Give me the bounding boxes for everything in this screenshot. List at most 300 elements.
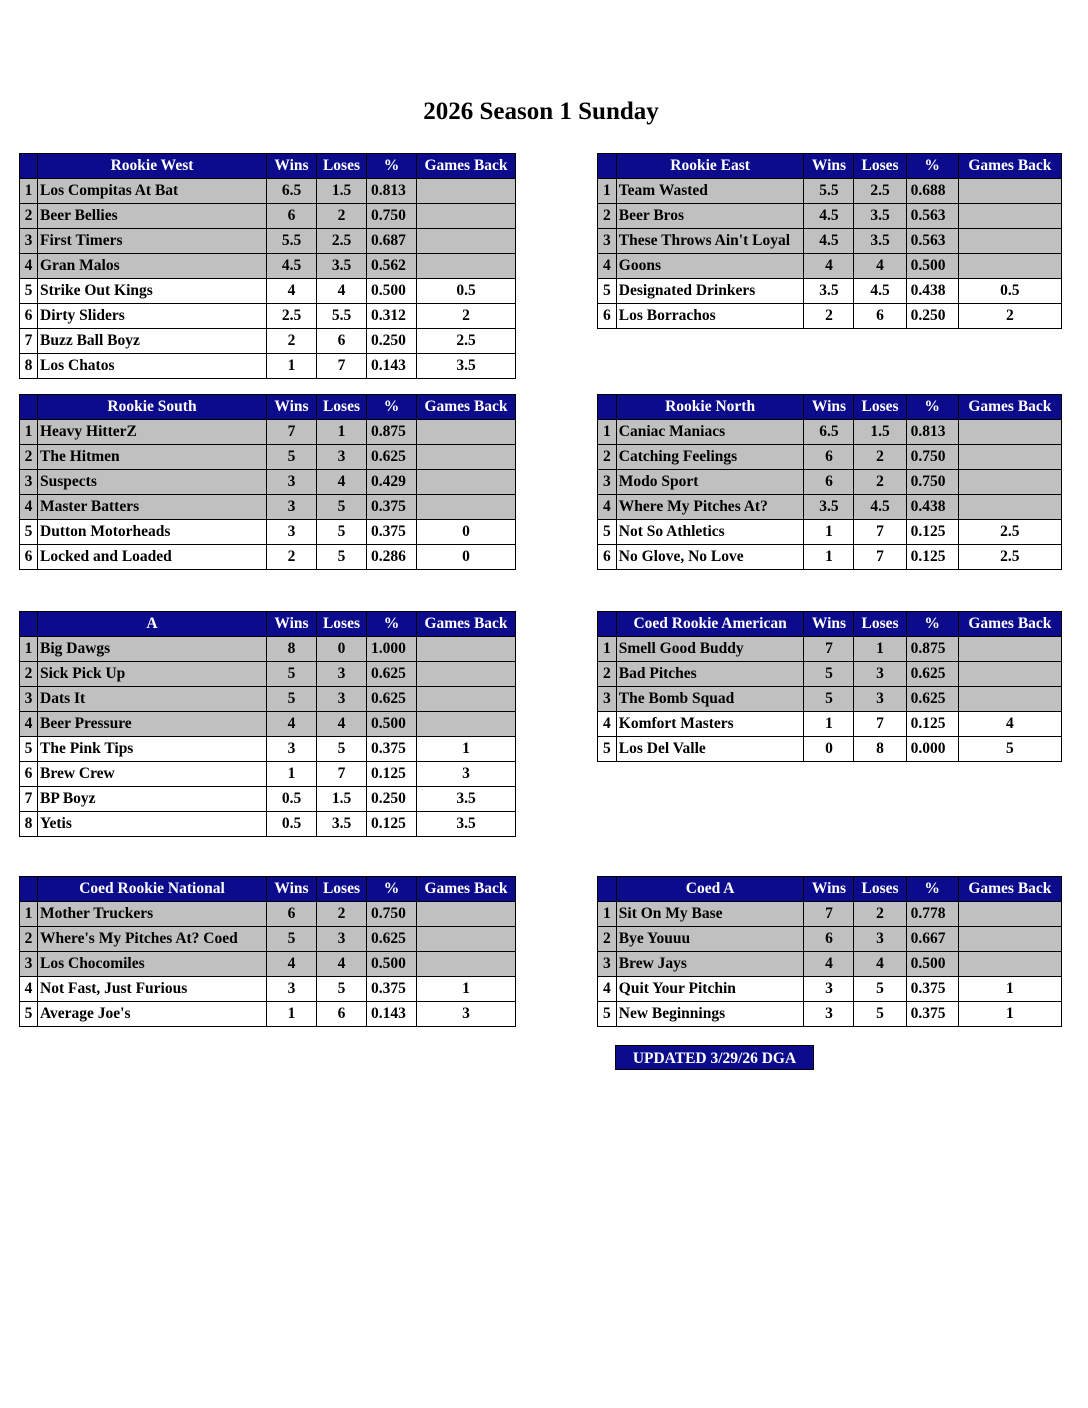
loses-header: Loses: [317, 612, 367, 637]
table-row: [20, 204, 516, 229]
team-rank: 4: [598, 254, 617, 279]
team-games-back: [958, 420, 1061, 445]
team-games-back: 3: [417, 1002, 516, 1027]
header-corner: [20, 877, 38, 902]
team-loses: 6: [317, 329, 367, 354]
team-name: Team Wasted: [616, 179, 804, 204]
table-row: [20, 737, 516, 762]
team-games-back: [958, 229, 1061, 254]
team-pct: 0.625: [367, 687, 417, 712]
team-loses: 2: [317, 902, 367, 927]
team-pct: 0.500: [367, 279, 417, 304]
division-name: Coed Rookie American: [616, 612, 804, 637]
team-name: Komfort Masters: [616, 712, 804, 737]
pct-header: %: [367, 612, 417, 637]
header-row: [20, 612, 516, 637]
team-games-back: [417, 687, 516, 712]
team-wins: 2.5: [267, 304, 317, 329]
team-wins: 5.5: [804, 179, 854, 204]
table-row: [598, 1002, 1062, 1027]
team-rank: 3: [20, 470, 38, 495]
team-loses: 3: [854, 927, 906, 952]
team-games-back: 2: [958, 304, 1061, 329]
team-loses: 4: [317, 279, 367, 304]
division-name: Rookie West: [38, 154, 267, 179]
pct-header: %: [367, 877, 417, 902]
team-games-back: [417, 637, 516, 662]
team-wins: 1: [804, 712, 854, 737]
team-name: Heavy HitterZ: [38, 420, 267, 445]
team-loses: 2: [854, 445, 906, 470]
team-wins: 4: [267, 279, 317, 304]
team-wins: 3: [267, 470, 317, 495]
header-row: [20, 395, 516, 420]
team-pct: 0.375: [367, 495, 417, 520]
team-name: Where's My Pitches At? Coed: [38, 927, 267, 952]
team-pct: 1.000: [367, 637, 417, 662]
team-pct: 0.312: [367, 304, 417, 329]
team-wins: 3: [267, 977, 317, 1002]
team-wins: 1: [267, 1002, 317, 1027]
team-name: Master Batters: [38, 495, 267, 520]
team-rank: 2: [20, 927, 38, 952]
games-back-header: Games Back: [958, 612, 1061, 637]
wins-header: Wins: [804, 612, 854, 637]
team-games-back: [417, 420, 516, 445]
team-pct: 0.875: [367, 420, 417, 445]
table-row: [20, 787, 516, 812]
team-loses: 3: [317, 687, 367, 712]
team-loses: 4: [854, 254, 906, 279]
division-name: Rookie East: [616, 154, 804, 179]
team-pct: 0.563: [906, 204, 958, 229]
team-name: Goons: [616, 254, 804, 279]
team-rank: 5: [598, 279, 617, 304]
team-pct: 0.750: [906, 470, 958, 495]
team-pct: 0.375: [906, 1002, 958, 1027]
team-loses: 3.5: [317, 812, 367, 837]
loses-header: Loses: [854, 395, 906, 420]
table-row: [20, 279, 516, 304]
wins-header: Wins: [267, 395, 317, 420]
team-wins: 6: [804, 445, 854, 470]
team-rank: 2: [598, 204, 617, 229]
team-loses: 7: [317, 354, 367, 379]
team-loses: 4: [317, 470, 367, 495]
table-row: [20, 927, 516, 952]
table-row: [20, 229, 516, 254]
team-games-back: [417, 445, 516, 470]
team-name: Modo Sport: [616, 470, 804, 495]
team-games-back: [417, 927, 516, 952]
team-name: Brew Crew: [38, 762, 267, 787]
team-loses: 6: [854, 304, 906, 329]
team-loses: 7: [317, 762, 367, 787]
division-table-rookie-east: [597, 153, 1062, 329]
team-loses: 3.5: [854, 229, 906, 254]
team-name: Quit Your Pitchin: [616, 977, 804, 1002]
team-wins: 5.5: [267, 229, 317, 254]
team-pct: 0.500: [367, 712, 417, 737]
division-name: Coed A: [616, 877, 804, 902]
team-wins: 2: [267, 329, 317, 354]
table-row: [598, 279, 1062, 304]
team-wins: 4.5: [804, 204, 854, 229]
loses-header: Loses: [854, 612, 906, 637]
team-pct: 0.687: [367, 229, 417, 254]
team-rank: 3: [598, 687, 617, 712]
table-row: [20, 495, 516, 520]
team-pct: 0.429: [367, 470, 417, 495]
team-wins: 3.5: [804, 495, 854, 520]
team-wins: 6: [267, 204, 317, 229]
header-corner: [20, 395, 38, 420]
team-wins: 2: [804, 304, 854, 329]
team-pct: 0.375: [906, 977, 958, 1002]
wins-header: Wins: [804, 154, 854, 179]
team-games-back: [958, 637, 1061, 662]
team-loses: 5: [317, 545, 367, 570]
team-loses: 3: [317, 445, 367, 470]
table-row: [20, 470, 516, 495]
team-pct: 0.375: [367, 737, 417, 762]
team-pct: 0.500: [906, 254, 958, 279]
loses-header: Loses: [317, 395, 367, 420]
team-games-back: [958, 179, 1061, 204]
team-rank: 4: [598, 495, 617, 520]
table-row: [20, 354, 516, 379]
team-name: Beer Bros: [616, 204, 804, 229]
header-corner: [20, 612, 38, 637]
table-row: [20, 977, 516, 1002]
team-name: The Hitmen: [38, 445, 267, 470]
team-wins: 5: [267, 445, 317, 470]
team-loses: 3: [317, 662, 367, 687]
team-rank: 8: [20, 812, 38, 837]
team-rank: 4: [20, 712, 38, 737]
team-name: Average Joe's: [38, 1002, 267, 1027]
team-name: Los Del Valle: [616, 737, 804, 762]
games-back-header: Games Back: [417, 877, 516, 902]
team-loses: 2.5: [854, 179, 906, 204]
wins-header: Wins: [267, 612, 317, 637]
team-pct: 0.000: [906, 737, 958, 762]
team-rank: 4: [20, 977, 38, 1002]
team-loses: 2: [854, 902, 906, 927]
team-pct: 0.438: [906, 279, 958, 304]
team-loses: 5: [317, 737, 367, 762]
team-name: Bad Pitches: [616, 662, 804, 687]
team-games-back: [417, 254, 516, 279]
team-rank: 6: [598, 545, 617, 570]
team-games-back: [417, 902, 516, 927]
team-name: Gran Malos: [38, 254, 267, 279]
team-loses: 1.5: [317, 787, 367, 812]
table-row: [598, 712, 1062, 737]
team-pct: 0.143: [367, 354, 417, 379]
team-name: Brew Jays: [616, 952, 804, 977]
table-row: [20, 637, 516, 662]
team-wins: 0: [804, 737, 854, 762]
team-rank: 2: [20, 204, 38, 229]
team-wins: 3: [804, 977, 854, 1002]
header-row: [20, 877, 516, 902]
team-wins: 0.5: [267, 787, 317, 812]
team-wins: 1: [267, 354, 317, 379]
team-games-back: 0.5: [417, 279, 516, 304]
team-name: Sit On My Base: [616, 902, 804, 927]
table-row: [598, 737, 1062, 762]
team-rank: 5: [20, 1002, 38, 1027]
team-name: Bye Youuu: [616, 927, 804, 952]
team-pct: 0.625: [367, 445, 417, 470]
loses-header: Loses: [317, 877, 367, 902]
team-wins: 3: [267, 520, 317, 545]
wins-header: Wins: [267, 154, 317, 179]
team-loses: 8: [854, 737, 906, 762]
table-row: [598, 927, 1062, 952]
team-name: No Glove, No Love: [616, 545, 804, 570]
team-pct: 0.625: [906, 662, 958, 687]
team-wins: 0.5: [267, 812, 317, 837]
team-games-back: [417, 712, 516, 737]
team-rank: 1: [20, 179, 38, 204]
table-row: [20, 662, 516, 687]
division-name: Rookie South: [38, 395, 267, 420]
pct-header: %: [367, 395, 417, 420]
team-games-back: [958, 927, 1061, 952]
table-row: [598, 495, 1062, 520]
team-games-back: 2.5: [417, 329, 516, 354]
team-pct: 0.500: [367, 952, 417, 977]
table-row: [20, 1002, 516, 1027]
team-rank: 5: [20, 520, 38, 545]
team-pct: 0.125: [906, 520, 958, 545]
team-pct: 0.563: [906, 229, 958, 254]
team-name: Buzz Ball Boyz: [38, 329, 267, 354]
team-name: First Timers: [38, 229, 267, 254]
table-row: [598, 520, 1062, 545]
table-row: [20, 812, 516, 837]
team-name: These Throws Ain't Loyal: [616, 229, 804, 254]
team-name: The Bomb Squad: [616, 687, 804, 712]
team-pct: 0.562: [367, 254, 417, 279]
team-name: Yetis: [38, 812, 267, 837]
team-loses: 4: [317, 712, 367, 737]
team-rank: 5: [598, 737, 617, 762]
division-table-coed-rookie-american: [597, 611, 1062, 762]
team-games-back: 0: [417, 545, 516, 570]
division-name: Coed Rookie National: [38, 877, 267, 902]
team-name: Los Borrachos: [616, 304, 804, 329]
team-games-back: [958, 470, 1061, 495]
wins-header: Wins: [804, 395, 854, 420]
team-wins: 6: [804, 927, 854, 952]
team-loses: 0: [317, 637, 367, 662]
team-wins: 4.5: [267, 254, 317, 279]
team-wins: 3.5: [804, 279, 854, 304]
header-corner: [598, 877, 617, 902]
header-row: [598, 877, 1062, 902]
team-games-back: [958, 254, 1061, 279]
games-back-header: Games Back: [958, 154, 1061, 179]
team-pct: 0.667: [906, 927, 958, 952]
team-loses: 1: [317, 420, 367, 445]
team-games-back: [417, 470, 516, 495]
table-row: [20, 329, 516, 354]
team-rank: 2: [598, 445, 617, 470]
team-games-back: 2.5: [958, 545, 1061, 570]
team-wins: 6.5: [267, 179, 317, 204]
team-name: Designated Drinkers: [616, 279, 804, 304]
team-rank: 1: [20, 637, 38, 662]
team-loses: 3: [317, 927, 367, 952]
team-rank: 2: [598, 927, 617, 952]
team-games-back: 1: [417, 977, 516, 1002]
table-row: [598, 687, 1062, 712]
team-games-back: 5: [958, 737, 1061, 762]
pct-header: %: [906, 877, 958, 902]
table-row: [598, 662, 1062, 687]
pct-header: %: [906, 395, 958, 420]
team-loses: 1: [854, 637, 906, 662]
team-loses: 3: [854, 687, 906, 712]
games-back-header: Games Back: [417, 612, 516, 637]
table-row: [598, 254, 1062, 279]
team-games-back: 0.5: [958, 279, 1061, 304]
team-rank: 3: [598, 229, 617, 254]
team-loses: 4.5: [854, 279, 906, 304]
team-rank: 1: [598, 902, 617, 927]
team-games-back: [958, 952, 1061, 977]
team-loses: 4.5: [854, 495, 906, 520]
team-pct: 0.625: [367, 662, 417, 687]
games-back-header: Games Back: [958, 395, 1061, 420]
team-rank: 3: [20, 229, 38, 254]
team-name: Los Compitas At Bat: [38, 179, 267, 204]
team-wins: 3: [267, 495, 317, 520]
team-name: The Pink Tips: [38, 737, 267, 762]
team-games-back: [417, 662, 516, 687]
team-games-back: [958, 204, 1061, 229]
team-games-back: [417, 229, 516, 254]
division-table-rookie-west: [19, 153, 516, 379]
team-pct: 0.500: [906, 952, 958, 977]
games-back-header: Games Back: [417, 154, 516, 179]
team-loses: 3.5: [317, 254, 367, 279]
team-pct: 0.250: [367, 787, 417, 812]
table-row: [598, 902, 1062, 927]
team-loses: 1.5: [317, 179, 367, 204]
team-loses: 7: [854, 545, 906, 570]
table-row: [598, 204, 1062, 229]
table-row: [20, 520, 516, 545]
team-loses: 1.5: [854, 420, 906, 445]
team-loses: 4: [317, 952, 367, 977]
team-pct: 0.813: [906, 420, 958, 445]
team-pct: 0.750: [367, 902, 417, 927]
team-wins: 7: [804, 902, 854, 927]
team-rank: 7: [20, 329, 38, 354]
header-corner: [598, 395, 617, 420]
page-title: 2026 Season 1 Sunday: [423, 98, 659, 125]
header-row: [598, 395, 1062, 420]
team-pct: 0.375: [367, 977, 417, 1002]
team-rank: 6: [598, 304, 617, 329]
games-back-header: Games Back: [417, 395, 516, 420]
table-row: [20, 762, 516, 787]
team-name: Suspects: [38, 470, 267, 495]
team-rank: 1: [598, 420, 617, 445]
team-name: Where My Pitches At?: [616, 495, 804, 520]
team-games-back: 1: [417, 737, 516, 762]
header-row: [20, 154, 516, 179]
table-row: [598, 952, 1062, 977]
pct-header: %: [367, 154, 417, 179]
team-name: Beer Bellies: [38, 204, 267, 229]
team-loses: 7: [854, 712, 906, 737]
team-games-back: 2: [417, 304, 516, 329]
division-table-rookie-north: [597, 394, 1062, 570]
updated-badge: UPDATED 3/29/26 DGA: [615, 1045, 814, 1070]
team-wins: 5: [804, 687, 854, 712]
team-rank: 3: [598, 952, 617, 977]
team-pct: 0.125: [367, 812, 417, 837]
team-games-back: [958, 445, 1061, 470]
table-row: [20, 420, 516, 445]
team-games-back: [958, 902, 1061, 927]
team-rank: 1: [598, 637, 617, 662]
team-wins: 4: [804, 952, 854, 977]
table-row: [20, 304, 516, 329]
pct-header: %: [906, 612, 958, 637]
team-rank: 4: [20, 495, 38, 520]
team-name: Catching Feelings: [616, 445, 804, 470]
team-wins: 6.5: [804, 420, 854, 445]
team-pct: 0.125: [906, 545, 958, 570]
table-row: [20, 545, 516, 570]
team-rank: 5: [20, 279, 38, 304]
team-rank: 6: [20, 762, 38, 787]
table-row: [20, 952, 516, 977]
team-wins: 5: [267, 662, 317, 687]
wins-header: Wins: [804, 877, 854, 902]
header-corner: [598, 612, 617, 637]
team-pct: 0.286: [367, 545, 417, 570]
team-pct: 0.688: [906, 179, 958, 204]
loses-header: Loses: [854, 877, 906, 902]
team-pct: 0.750: [906, 445, 958, 470]
table-row: [20, 254, 516, 279]
header-corner: [20, 154, 38, 179]
division-table-coed-rookie-national: [19, 876, 516, 1027]
pct-header: %: [906, 154, 958, 179]
team-pct: 0.125: [367, 762, 417, 787]
team-name: Dats It: [38, 687, 267, 712]
team-rank: 6: [20, 545, 38, 570]
team-wins: 2: [267, 545, 317, 570]
team-wins: 4: [804, 254, 854, 279]
team-rank: 6: [20, 304, 38, 329]
header-row: [598, 154, 1062, 179]
team-pct: 0.250: [367, 329, 417, 354]
loses-header: Loses: [854, 154, 906, 179]
team-pct: 0.750: [367, 204, 417, 229]
team-loses: 5: [854, 1002, 906, 1027]
team-wins: 1: [804, 545, 854, 570]
team-games-back: [417, 204, 516, 229]
team-loses: 2.5: [317, 229, 367, 254]
